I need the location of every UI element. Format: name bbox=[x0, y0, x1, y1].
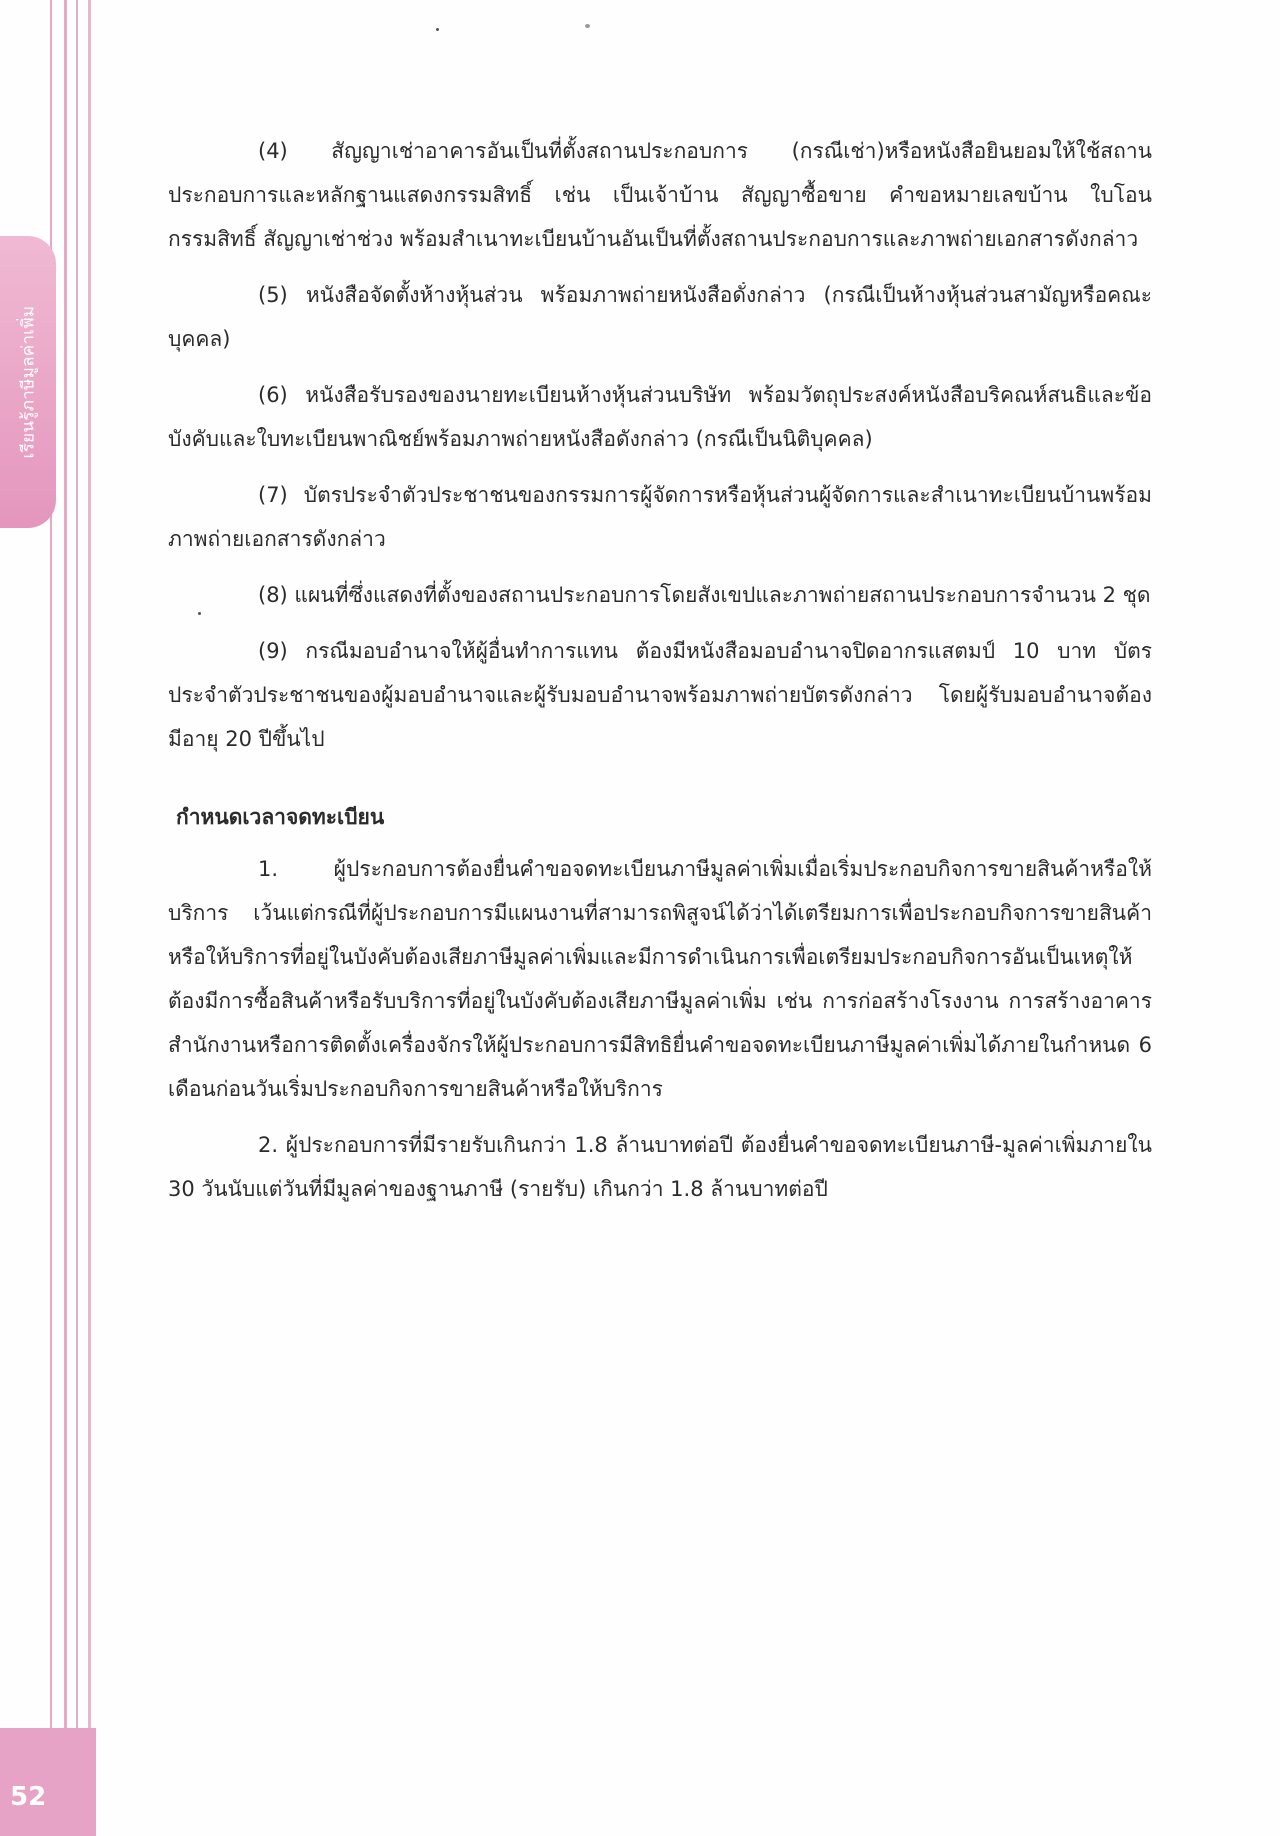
requirement-item-9: (9) กรณีมอบอำนาจให้ผู้อื่นทำการแทน ต้องมีหนังสือมอบอำนาจปิดอากรแสตมป์ 10 บาท บัตรประจำตัวประชาชนของผู้มอบอำนาจและผู้รับมอบอำนาจพร้อมภาพถ่ายบัตรดังกล่าว โดยผู้รับมอบอำนาจต้องมีอายุ 20 ปีขึ้นไป bbox=[168, 639, 1152, 751]
section-heading: กำหนดเวลาจดทะเบียน bbox=[176, 805, 385, 829]
requirement-item-4: (4) สัญญาเช่าอาคารอันเป็นที่ตั้งสถานประกอบการ (กรณีเช่า)หรือหนังสือยินยอมให้ใช้สถานประกอบการและหลักฐานแสดงกรรมสิทธิ์ เช่น เป็นเจ้าบ้าน สัญญาซื้อขาย คำขอหมายเลขบ้าน ใบโอนกรรมสิทธิ์ สัญญาเช่าช่วง พร้อมสำเนาทะเบียนบ้านอันเป็นที่ตั้งสถานประกอบการและภาพถ่ายเอกสารดังกล่าว bbox=[168, 139, 1152, 251]
section-paragraph-2: 2. ผู้ประกอบการที่มีรายรับเกินกว่า 1.8 ล้านบาทต่อปี ต้องยื่นคำขอจดทะเบียนภาษี-มูลค่าเพิ่มภายใน 30 วันนับแต่วันที่มีมูลค่าของฐานภาษี (รายรับ) เกินกว่า 1.8 ล้านบาทต่อปี bbox=[168, 1133, 1152, 1201]
scan-speck bbox=[585, 24, 590, 28]
page-number: 52 bbox=[10, 1782, 47, 1812]
side-tab-label: เรียนรู้ภาษีมูลค่าเพิ่ม bbox=[18, 305, 39, 459]
requirement-item-6: (6) หนังสือรับรองของนายทะเบียนห้างหุ้นส่วนบริษัท พร้อมวัตถุประสงค์หนังสือบริคณห์สนธิและข้อบังคับและใบทะเบียนพาณิชย์พร้อมภาพถ่ายหนังสือดังกล่าว (กรณีเป็นนิติบุคคล) bbox=[168, 383, 1152, 451]
requirement-item-7: (7) บัตรประจำตัวประชาชนของกรรมการผู้จัดการหรือหุ้นส่วนผู้จัดการและสำเนาทะเบียนบ้านพร้อมภาพถ่ายเอกสารดังกล่าว bbox=[168, 483, 1152, 551]
margin-rule bbox=[64, 0, 67, 1836]
margin-rule bbox=[88, 0, 91, 1836]
requirement-item-5: (5) หนังสือจัดตั้งห้างหุ้นส่วน พร้อมภาพถ่ายหนังสือดังกล่าว (กรณีเป็นห้างหุ้นส่วนสามัญหรือคณะบุคคล) bbox=[168, 283, 1152, 351]
requirement-item-8: (8) แผนที่ซึ่งแสดงที่ตั้งของสถานประกอบการโดยสังเขปและภาพถ่ายสถานประกอบการจำนวน 2 ชุด bbox=[258, 583, 1151, 607]
scan-speck bbox=[436, 28, 439, 31]
section-paragraph-1: 1. ผู้ประกอบการต้องยื่นคำขอจดทะเบียนภาษีมูลค่าเพิ่มเมื่อเริ่มประกอบกิจการขายสินค้าหรือให้บริการ เว้นแต่กรณีที่ผู้ประกอบการมีแผนงานที่สามารถพิสูจน์ได้ว่าได้เตรียมการเพื่อประกอบกิจการขายสินค้าหรือให้บริการที่อยู่ในบังคับต้องเสียภาษีมูลค่าเพิ่มและมีการดำเนินการเพื่อเตรียมประกอบกิจการอันเป็นเหตุให้ต้องมีการซื้อสินค้าหรือรับบริการที่อยู่ในบังคับต้องเสียภาษีมูลค่าเพิ่ม เช่น การก่อสร้างโรงงาน การสร้างอาคารสำนักงานหรือการติดตั้งเครื่องจักรให้ผู้ประกอบการมีสิทธิยื่นคำขอจดทะเบียนภาษีมูลค่าเพิ่มได้ภายในกำหนด 6 เดือนก่อนวันเริ่มประกอบกิจการขายสินค้าหรือให้บริการ bbox=[168, 857, 1152, 1101]
margin-rule bbox=[76, 0, 78, 1836]
main-content bbox=[168, 129, 1152, 1223]
